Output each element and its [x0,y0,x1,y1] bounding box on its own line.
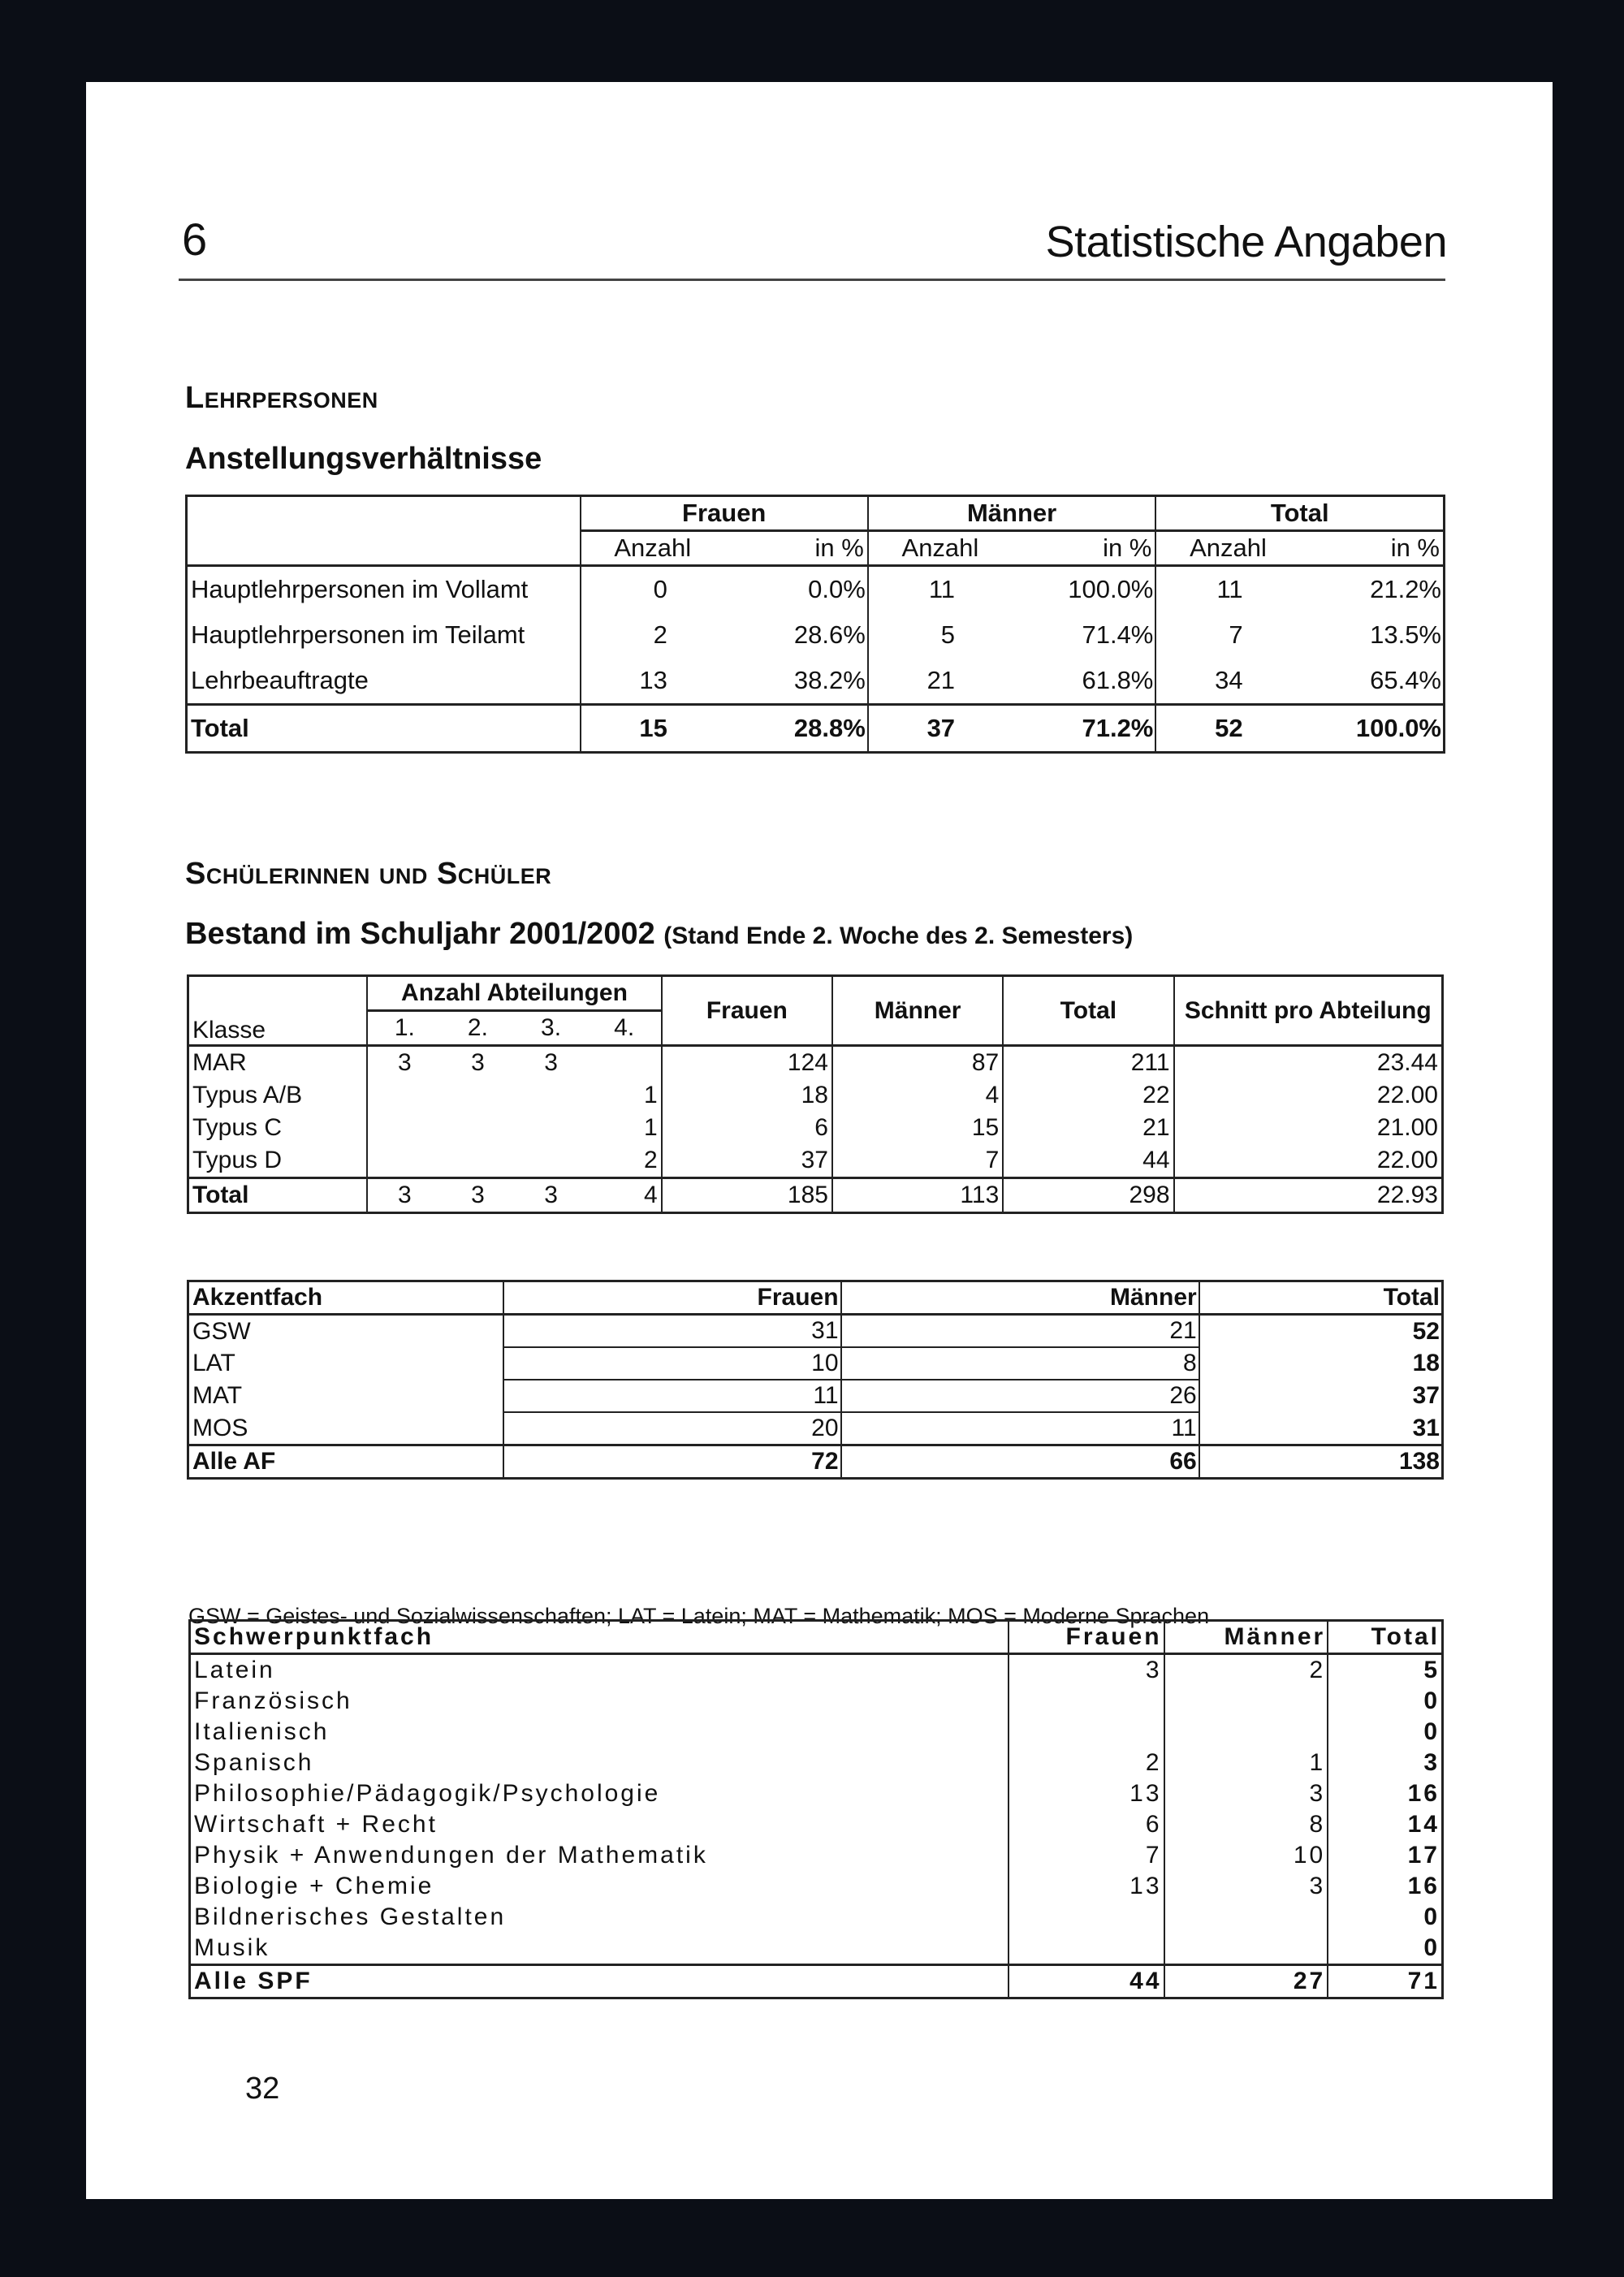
cell-maenner: 66 [841,1445,1199,1479]
cell-abt-2: 3 [471,1049,485,1076]
table-total-row [188,1178,1443,1213]
header-abt-4: 4. [588,1011,662,1046]
cell-frauen-percent: 0.0% [808,575,866,603]
table-header-row [190,1621,1443,1654]
cell-maenner-anzahl: 21 [868,658,1012,705]
cell-total-percent: 100.0% [1300,705,1445,753]
header-frauen: Frauen [503,1281,841,1315]
row-label: Philosophie/Pädagogik/Psychologie [194,1780,661,1807]
row-label: Lehrbeauftragte [191,666,369,694]
chapter-title: Statistische Angaben [1045,218,1447,266]
table-row [187,658,1445,705]
cell-total: 0 [1328,1902,1442,1933]
cell-total-percent: 65.4% [1370,666,1441,694]
cell-frauen: 6 [662,1112,832,1144]
header-schnitt-pro-abteilung: Schnitt pro Abteilung [1174,976,1443,1046]
cell-maenner-percent: 61.8% [1082,666,1154,694]
cell-abt-2 [441,1079,514,1112]
row-label: Alle SPF [190,1965,1009,1998]
group-header-total: Total [1155,496,1444,531]
cell-total: 44 [1003,1144,1173,1178]
header-maenner: Männer [1164,1621,1328,1654]
table-row [190,1748,1443,1778]
cell-klasse: Total [188,1178,368,1213]
cell-total-anzahl: 52 [1155,705,1299,753]
header-maenner: Männer [841,1281,1199,1315]
subheader-percent: in % [1012,531,1155,566]
subheader-anzahl: Anzahl [581,531,724,566]
row-label: Hauptlehrpersonen im Vollamt [191,575,529,603]
cell-abt-3: 3 [544,1049,558,1076]
cell-frauen: 6 [1009,1809,1164,1840]
cell-frauen: 10 [503,1347,841,1380]
cell-abt-4: 1 [644,1114,658,1141]
section-heading-lehrpersonen: Lehrpersonen [185,381,378,415]
cell-abt-3: 3 [515,1178,588,1213]
row-label: Total [187,705,581,753]
table-row [187,612,1445,658]
table-row [188,1347,1443,1380]
header-frauen: Frauen [1009,1621,1164,1654]
akzentfach-legend: GSW = Geistes- und Sozialwissenschaften; LAT = Latein; MAT = Mathematik; MOS = Moderne Sprachen [188,1604,1210,1628]
cell-total-percent: 13.5% [1370,620,1441,649]
row-label: Hauptlehrpersonen im Teilamt [191,620,525,649]
cell-frauen: 44 [1009,1965,1164,1998]
cell-maenner: 8 [1164,1809,1328,1840]
cell-abt-2: 3 [441,1178,514,1213]
chapter-number: 6 [182,214,208,265]
table-schwerpunktfach [188,1619,1444,1999]
cell-abt-1: 3 [367,1178,441,1213]
cell-abt-3 [515,1144,588,1178]
cell-frauen: 72 [503,1445,841,1479]
cell-abt-1: 3 [367,1046,441,1080]
cell-maenner-anzahl: 11 [868,566,1012,613]
cell-maenner [1164,1717,1328,1748]
cell-total: 298 [1003,1178,1173,1213]
cell-total-anzahl: 7 [1155,612,1299,658]
group-header-maenner: Männer [868,496,1156,531]
row-label: LAT [192,1350,235,1376]
cell-frauen: 7 [1009,1840,1164,1871]
row-label: Französisch [194,1687,352,1714]
cell-abt-1 [367,1079,441,1112]
cell-maenner-percent: 100.0% [1068,575,1154,603]
cell-maenner: 26 [841,1380,1199,1412]
cell-frauen: 11 [503,1380,841,1412]
table-row [188,1112,1443,1144]
subheader-percent: in % [724,531,868,566]
header-total: Total [1328,1621,1442,1654]
cell-maenner: 1 [1164,1748,1328,1778]
cell-total: 31 [1199,1412,1443,1445]
cell-maenner: 10 [1164,1840,1328,1871]
cell-maenner: 21 [841,1315,1199,1348]
subheading-bestand-title: Bestand im Schuljahr 2001/2002 [185,917,655,951]
cell-maenner-percent: 71.4% [1082,620,1154,649]
cell-frauen: 2 [1009,1748,1164,1778]
cell-maenner: 4 [832,1079,1003,1112]
cell-frauen [1009,1686,1164,1717]
cell-frauen-anzahl: 2 [581,612,724,658]
table-row [190,1902,1443,1933]
table-row [190,1933,1443,1965]
table-row [188,1380,1443,1412]
row-label: Biologie + Chemie [194,1873,434,1899]
header-maenner: Männer [832,976,1003,1046]
cell-frauen-anzahl: 0 [581,566,724,613]
cell-maenner: 7 [832,1144,1003,1178]
row-label: Italienisch [194,1718,330,1745]
cell-abt-2 [441,1144,514,1178]
cell-total-percent: 21.2% [1370,575,1441,603]
cell-frauen: 185 [662,1178,832,1213]
table-row [188,1079,1443,1112]
cell-total: 211 [1003,1046,1173,1080]
cell-maenner: 2 [1164,1654,1328,1687]
cell-maenner: 113 [832,1178,1003,1213]
cell-abt-4: 1 [644,1082,658,1108]
table-row [190,1686,1443,1717]
table-row [190,1717,1443,1748]
cell-klasse: Typus D [192,1147,283,1173]
cell-maenner: 3 [1164,1871,1328,1902]
cell-frauen: 3 [1009,1654,1164,1687]
cell-frauen-percent: 28.8% [724,705,868,753]
table-anstellungsverhaeltnisse [185,495,1445,754]
cell-frauen [1009,1717,1164,1748]
cell-maenner-anzahl: 37 [868,705,1012,753]
section-heading-schueler: Schülerinnen und Schüler [185,857,552,891]
subheading-bestand [185,917,1133,952]
header-abt-2: 2. [441,1011,514,1046]
cell-frauen-anzahl: 15 [581,705,724,753]
cell-frauen: 31 [503,1315,841,1348]
cell-abt-4: 2 [644,1147,658,1173]
header-total: Total [1003,976,1173,1046]
cell-abt-3 [515,1079,588,1112]
cell-total: 18 [1199,1347,1443,1380]
cell-abt-1 [367,1112,441,1144]
table-akzentfach [187,1280,1444,1480]
cell-schnitt: 21.00 [1174,1112,1443,1144]
cell-abt-2 [441,1112,514,1144]
header-klasse: Klasse [188,976,368,1046]
cell-frauen: 18 [662,1079,832,1112]
cell-frauen-anzahl: 13 [581,658,724,705]
cell-abt-1 [367,1144,441,1178]
header-divider [179,279,1445,281]
cell-maenner: 11 [841,1412,1199,1445]
cell-maenner-percent: 71.2% [1012,705,1155,753]
cell-total: 37 [1199,1380,1443,1412]
cell-maenner [1164,1686,1328,1717]
cell-maenner-anzahl: 5 [868,612,1012,658]
header-akzentfach: Akzentfach [188,1281,504,1315]
cell-total: 16 [1328,1778,1442,1809]
cell-total-anzahl: 34 [1155,658,1299,705]
cell-schnitt: 22.00 [1174,1079,1443,1112]
row-label: Alle AF [188,1445,504,1479]
cell-klasse: MAR [192,1049,247,1076]
table-row [190,1778,1443,1809]
header-anzahl-abteilungen: Anzahl Abteilungen [367,976,661,1011]
subheader-percent: in % [1300,531,1445,566]
row-label: Wirtschaft + Recht [194,1811,438,1838]
row-label: MAT [192,1382,243,1409]
subheader-anzahl: Anzahl [1155,531,1299,566]
cell-total: 0 [1328,1933,1442,1965]
subheader-anzahl: Anzahl [868,531,1012,566]
row-label: GSW [192,1317,251,1345]
group-header-frauen: Frauen [581,496,868,531]
table-row [190,1840,1443,1871]
cell-total: 16 [1328,1871,1442,1902]
table-row [187,566,1445,613]
cell-maenner: 8 [841,1347,1199,1380]
cell-klasse: Typus A/B [192,1082,303,1108]
cell-abt-4 [588,1046,662,1080]
table-row [188,1046,1443,1080]
row-label: Latein [194,1657,275,1683]
cell-frauen [1009,1902,1164,1933]
table-total-row [190,1965,1443,1998]
cell-total: 0 [1328,1686,1442,1717]
table-total-row [188,1445,1443,1479]
cell-total: 52 [1199,1315,1443,1348]
cell-frauen [1009,1933,1164,1965]
header-frauen: Frauen [662,976,832,1046]
table-total-row [187,705,1445,753]
subheading-anstellungsverhaeltnisse: Anstellungsverhältnisse [185,442,542,476]
document-page [86,82,1553,2199]
cell-schnitt: 22.93 [1174,1178,1443,1213]
cell-total: 17 [1328,1840,1442,1871]
row-label: Physik + Anwendungen der Mathematik [194,1842,708,1869]
row-label: MOS [192,1414,248,1441]
cell-maenner: 3 [1164,1778,1328,1809]
table-row [188,1144,1443,1178]
cell-frauen: 13 [1009,1778,1164,1809]
table-group-header-row [187,496,1445,531]
cell-frauen-percent: 38.2% [793,666,866,694]
table-row [190,1654,1443,1687]
table-row [190,1809,1443,1840]
table-row [188,1315,1443,1348]
cell-total: 0 [1328,1717,1442,1748]
table-row [188,1412,1443,1445]
header-abt-3: 3. [515,1011,588,1046]
cell-frauen-percent: 28.6% [793,620,866,649]
cell-schnitt: 23.44 [1174,1046,1443,1080]
table-row [190,1871,1443,1902]
table-bestand [187,974,1444,1214]
cell-maenner: 27 [1164,1965,1328,1998]
cell-total: 22 [1003,1079,1173,1112]
cell-total: 21 [1003,1112,1173,1144]
subheading-bestand-note: (Stand Ende 2. Woche des 2. Semesters) [663,922,1134,949]
cell-total: 138 [1199,1445,1443,1479]
cell-abt-3 [515,1112,588,1144]
cell-total: 3 [1328,1748,1442,1778]
header-total: Total [1199,1281,1443,1315]
row-label: Spanisch [194,1749,314,1776]
cell-total-anzahl: 11 [1155,566,1299,613]
page-number: 32 [245,2072,280,2106]
cell-total: 5 [1328,1654,1442,1687]
cell-frauen: 13 [1009,1871,1164,1902]
header-schwerpunktfach: Schwerpunktfach [190,1621,1009,1654]
cell-total: 71 [1328,1965,1442,1998]
cell-maenner: 87 [832,1046,1003,1080]
header-abt-1: 1. [367,1011,441,1046]
cell-abt-4: 4 [588,1178,662,1213]
cell-schnitt: 22.00 [1174,1144,1443,1178]
cell-frauen: 20 [503,1412,841,1445]
table-header-row [188,976,1443,1011]
table-header-row [188,1281,1443,1315]
cell-frauen: 37 [662,1144,832,1178]
cell-maenner [1164,1902,1328,1933]
cell-maenner: 15 [832,1112,1003,1144]
cell-klasse: Typus C [192,1114,283,1141]
cell-maenner [1164,1933,1328,1965]
row-label: Musik [194,1934,270,1961]
row-label: Bildnerisches Gestalten [194,1903,507,1930]
cell-total: 14 [1328,1809,1442,1840]
empty-header-cell [187,496,581,566]
cell-frauen: 124 [662,1046,832,1080]
